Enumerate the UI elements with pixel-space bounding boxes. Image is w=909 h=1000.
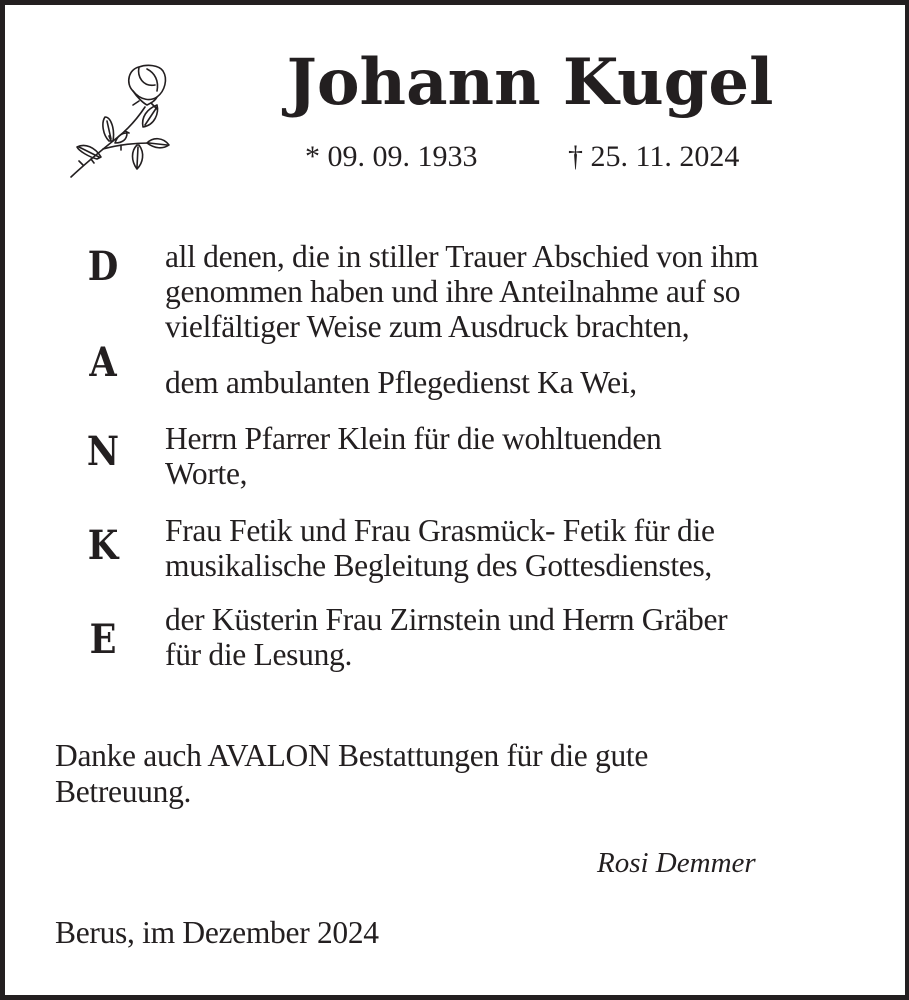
- text-line: all denen, die in stiller Trauer Abschied von ihm: [165, 239, 759, 274]
- thanks-paragraph-3: [165, 421, 885, 491]
- birth-date: * 09. 09. 1933: [305, 140, 478, 173]
- death-date: † 25. 11. 2024: [568, 140, 740, 173]
- thanks-paragraph-2: [165, 365, 885, 400]
- text-line: der Küsterin Frau Zirnstein und Herrn Gräber: [165, 602, 728, 637]
- place-date: Berus, im Dezember 2024: [55, 915, 379, 950]
- closing-thanks: [55, 738, 875, 810]
- acrostic-letter-a: A: [89, 339, 117, 386]
- thanks-paragraph-1: [165, 239, 885, 344]
- thanks-paragraph-5: [165, 602, 885, 672]
- text-line: dem ambulanten Pflegedienst Ka Wei,: [165, 365, 637, 400]
- signature: Rosi Demmer: [597, 847, 756, 879]
- text-line: für die Lesung.: [165, 637, 353, 672]
- text-line: vielfältiger Weise zum Ausdruck brachten,: [165, 309, 690, 344]
- text-line: musikalische Begleitung des Gottesdienstes,: [165, 548, 713, 583]
- acrostic-letter-n: N: [86, 428, 120, 475]
- text-line: genommen haben und ihre Anteilnahme auf so: [165, 274, 741, 309]
- text-line: Frau Fetik und Frau Grasmück- Fetik für die: [165, 513, 715, 548]
- text-line: Betreuung.: [55, 774, 192, 809]
- text-line: Worte,: [165, 456, 248, 491]
- deceased-name: Johann Kugel: [286, 45, 774, 120]
- acrostic-letter-d: D: [87, 243, 119, 290]
- text-line: Herrn Pfarrer Klein für die wohltuenden: [165, 421, 662, 456]
- acrostic-letter-k: K: [87, 522, 119, 569]
- rose-icon: [63, 61, 175, 183]
- thanks-paragraph-4: [165, 513, 885, 583]
- acrostic-letter-e: E: [89, 616, 117, 663]
- text-line: Danke auch AVALON Bestattungen für die gute: [55, 738, 649, 773]
